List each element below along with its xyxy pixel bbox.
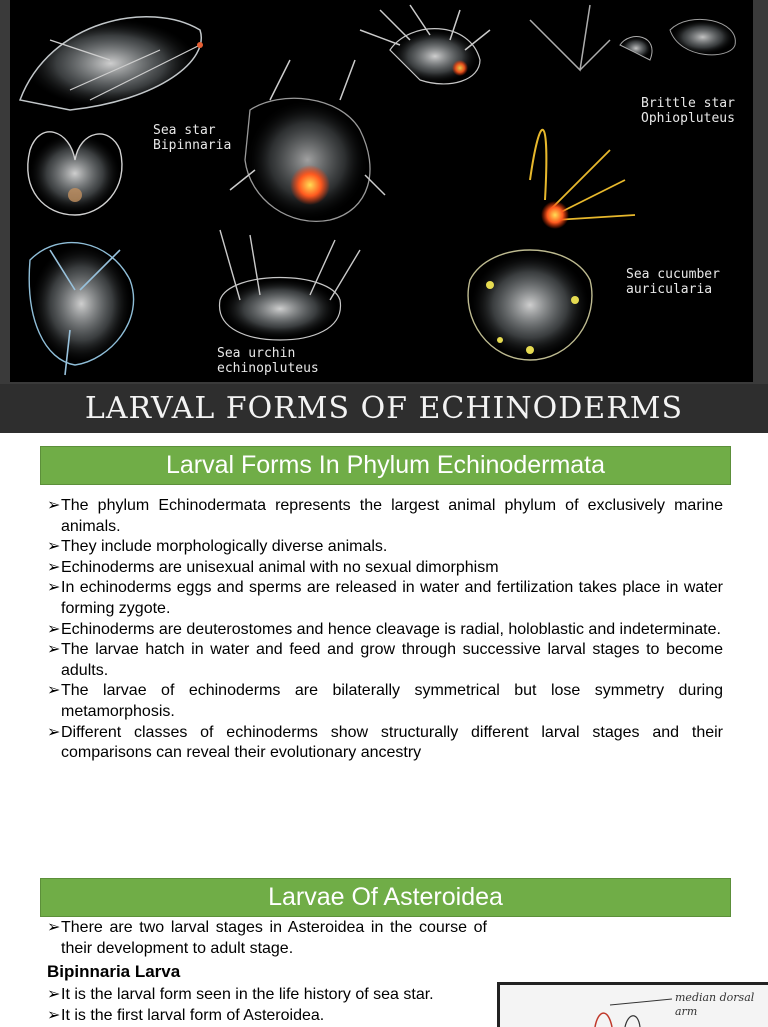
subheading-bipinnaria: Bipinnaria Larva — [47, 962, 181, 981]
arrow-bullet-icon: ➢ — [47, 497, 61, 514]
arrow-bullet-icon: ➢ — [47, 723, 61, 741]
list-item: ➢ It is the first larval form of Asteroidea. — [47, 1006, 487, 1027]
arrow-bullet-icon: ➢ — [47, 579, 61, 597]
label-sea-cucumber: Sea cucumber auricularia — [626, 267, 720, 297]
list-item: ➢ Echinoderms are deuterostomes and hence cleavage is radial, holoblastic and indeterminate. — [47, 620, 723, 641]
list-item: ➢ The larvae of echinoderms are bilaterally symmetrical but lose symmetry during metamorphosis. — [47, 682, 723, 720]
bipinnaria-sketch — [497, 982, 768, 1027]
section-header-phylum: Larval Forms In Phylum Echinodermata — [40, 446, 731, 485]
bullet-list-bipinnaria — [47, 985, 487, 1026]
larva-sea-urchin — [220, 230, 360, 340]
larva-top-right — [530, 5, 735, 70]
hero-title: LARVAL FORMS OF ECHINODERMS — [0, 384, 768, 433]
larvae-photo-collage — [10, 0, 753, 382]
larva-center-orange — [230, 60, 385, 221]
arrow-bullet-icon: ➢ — [47, 1006, 61, 1024]
label-brittle-star: Brittle star Ophiopluteus — [641, 96, 735, 126]
sketch-label-arm: arm — [675, 1005, 698, 1018]
larva-top-left — [20, 17, 203, 110]
label-sea-star: Sea star Bipinnaria — [153, 123, 232, 153]
sketch-label-median: median dorsal — [675, 991, 755, 1004]
arrow-bullet-icon: ➢ — [47, 558, 61, 576]
arrow-bullet-icon: ➢ — [47, 682, 61, 700]
arrow-bullet-icon: ➢ — [47, 620, 61, 638]
list-item: ➢ Different classes of echinoderms show structurally different larval stages and their comparisons can reveal their evolutionary ancestry — [47, 723, 723, 762]
list-item: ➢ The phylum Echinodermata represents the largest animal phylum of exclusively marine animals. — [47, 497, 723, 535]
arrow-bullet-icon: ➢ — [47, 641, 61, 659]
larva-lower-left — [29, 243, 133, 375]
larva-top-center — [360, 5, 490, 84]
bullet-list-phylum — [47, 496, 723, 764]
hero-banner — [0, 0, 768, 433]
label-sea-urchin: Sea urchin echinopluteus — [217, 346, 319, 376]
list-item: ➢ In echinoderms eggs and sperms are released in water and fertilization takes place in water forming zygote. — [47, 579, 723, 617]
larvae-illustration — [10, 0, 753, 382]
list-item: ➢ The larvae hatch in water and feed and grow through successive larval stages to become adults. — [47, 641, 723, 679]
section-header-asteroidea: Larvae Of Asteroidea — [40, 878, 731, 917]
arrow-bullet-icon: ➢ — [47, 986, 61, 1003]
arrow-bullet-icon: ➢ — [47, 538, 61, 556]
larva-sea-cucumber — [468, 250, 592, 360]
larva-sea-star — [28, 132, 122, 215]
larva-brittle-star — [530, 130, 635, 229]
list-item: ➢ They include morphologically diverse animals. — [47, 537, 723, 558]
list-item: ➢ Echinoderms are unisexual animal with no sexual dimorphism — [47, 558, 723, 579]
list-item: ➢ There are two larval stages in Asteroidea in the course of their development to adult stage. — [47, 919, 487, 957]
list-item: ➢ It is the larval form seen in the life history of sea star. — [47, 985, 487, 1006]
bullet-list-asteroidea-intro — [47, 918, 487, 959]
arrow-bullet-icon: ➢ — [47, 919, 61, 936]
